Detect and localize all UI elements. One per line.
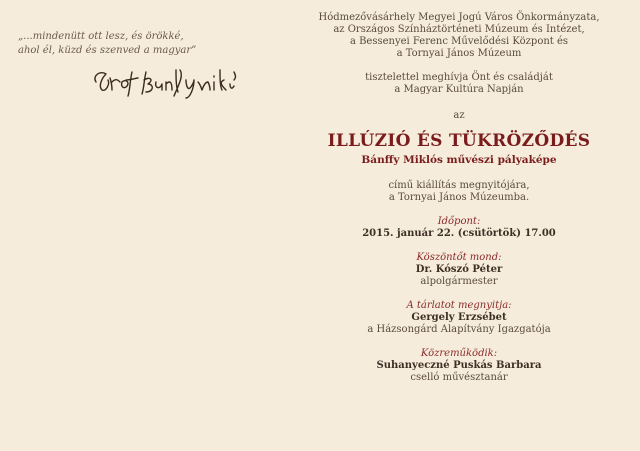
organizer-line: a Tornyai János Múzeum bbox=[396, 48, 522, 59]
contrib-block bbox=[300, 348, 618, 384]
opening-label: A tárlatot megnyitja: bbox=[406, 300, 512, 311]
contrib-name: Suhanyeczné Puskás Barbara bbox=[376, 360, 542, 371]
quote bbox=[18, 30, 318, 58]
quote-line-2: ahol él, küzd és szenved a magyar” bbox=[18, 45, 197, 56]
opening-block bbox=[300, 300, 618, 336]
connector-word: az bbox=[453, 110, 465, 121]
date-block bbox=[300, 216, 618, 240]
exhibition-subtitle: Bánffy Miklós művészi pályaképe bbox=[361, 154, 557, 166]
left-panel bbox=[18, 30, 318, 104]
date-label: Időpont: bbox=[437, 216, 481, 227]
right-panel bbox=[300, 12, 618, 392]
exhibition-info bbox=[300, 180, 618, 204]
greeting-role: alpolgármester bbox=[420, 276, 498, 287]
organizer-line: Hódmezővásárhely Megyei Jogú Város Önkormányzata, bbox=[318, 12, 600, 23]
date-value: 2015. január 22. (csütörtök) 17.00 bbox=[362, 228, 556, 239]
quote-line-1: „...mindenütt ott lesz, és örökké, bbox=[18, 31, 184, 42]
handwritten-signature bbox=[90, 66, 318, 104]
exhibition-line: című kiállítás megnyitójára, bbox=[388, 180, 530, 191]
opening-name: Gergely Erzsébet bbox=[411, 312, 507, 323]
organizer-line: az Országos Színháztörténeti Múzeum és Intézet, bbox=[333, 24, 585, 35]
contrib-role: cselló művésztanár bbox=[410, 372, 508, 383]
organizer-line: a Bessenyei Ferenc Művelődési Központ és bbox=[349, 36, 569, 47]
exhibition-line: a Tornyai János Múzeumba. bbox=[388, 192, 530, 203]
exhibition-title: ILLÚZIÓ ÉS TÜKRÖZŐDÉS bbox=[327, 131, 591, 151]
organizers bbox=[300, 12, 618, 60]
invite-line: tisztelettel meghívja Önt és családját bbox=[365, 72, 553, 83]
invite-text bbox=[300, 72, 618, 96]
greeting-block bbox=[300, 252, 618, 288]
opening-role: a Házsongárd Alapítvány Igazgatója bbox=[367, 324, 551, 335]
contrib-label: Közreműködik: bbox=[420, 348, 498, 359]
greeting-name: Dr. Kószó Péter bbox=[415, 264, 503, 275]
invite-line: a Magyar Kultúra Napján bbox=[394, 84, 524, 95]
greeting-label: Köszöntőt mond: bbox=[416, 252, 502, 263]
